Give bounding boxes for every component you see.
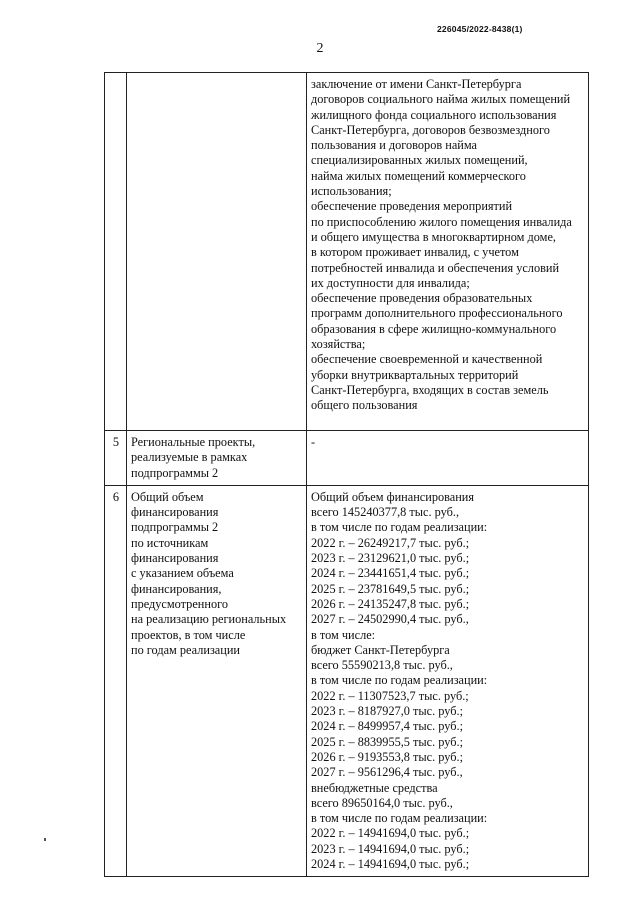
text-line: 2026 г. – 9193553,8 тыс. руб.;: [311, 749, 463, 764]
text-line: обеспечение проведения мероприятий: [311, 199, 513, 214]
text-line: 2024 г. – 8499957,4 тыс. руб.;: [311, 719, 463, 734]
row-number-cell: [105, 73, 127, 431]
text-line: реализуемые в рамках: [131, 450, 248, 465]
page-number: 2: [316, 41, 324, 56]
text-line: подпрограммы 2: [131, 465, 219, 480]
text-line: 2023 г. – 23129621,0 тыс. руб.;: [311, 551, 470, 566]
table-row: [105, 73, 589, 431]
text-line: по источникам: [131, 535, 209, 550]
text-line: пользования и договоров найма: [311, 138, 478, 153]
text-line: финансирования: [131, 505, 219, 520]
table-row: [105, 485, 589, 876]
text-line: всего 89650164,0 тыс. руб.,: [311, 795, 453, 810]
text-line: финансирования,: [131, 581, 222, 596]
text-line: 2025 г. – 23781649,5 тыс. руб.;: [311, 581, 470, 596]
text-line: с указанием объема: [131, 566, 234, 581]
text-line: Региональные проекты,: [131, 435, 256, 449]
text-line: всего 55590213,8 тыс. руб.,: [311, 658, 453, 673]
row-name-cell: [127, 431, 307, 486]
table-row: [105, 431, 589, 486]
text-line: 2025 г. – 8839955,5 тыс. руб.;: [311, 734, 463, 749]
text-line: 2023 г. – 14941694,0 тыс. руб.;: [311, 841, 470, 856]
text-line: предусмотренного: [131, 596, 228, 611]
text-line: заключение от имени Санкт-Петербурга: [311, 77, 522, 91]
text-line: по годам реализации: [131, 642, 241, 657]
text-line: -: [311, 435, 316, 449]
text-line: 2022 г. – 26249217,7 тыс. руб.;: [311, 535, 470, 550]
text-line: найма жилых помещений коммерческого: [311, 168, 526, 183]
text-line: хозяйства;: [311, 337, 366, 352]
text-line: в том числе по годам реализации:: [311, 673, 488, 688]
text-line: проектов, в том числе: [131, 627, 246, 642]
text-line: программ дополнительного профессионального: [311, 306, 563, 321]
text-line: обеспечение своевременной и качественной: [311, 352, 543, 367]
row-number-cell: 6: [105, 485, 127, 876]
text-line: специализированных жилых помещений,: [311, 153, 528, 168]
row-name-cell: [127, 73, 307, 431]
text-line: их доступности для инвалида;: [311, 275, 470, 290]
text-line: 2024 г. – 23441651,4 тыс. руб.;: [311, 566, 470, 581]
text-line: 2024 г. – 14941694,0 тыс. руб.;: [311, 857, 470, 872]
text-line: уборки внутриквартальных территорий: [311, 367, 519, 382]
document-id: 226045/2022-8438(1): [437, 24, 523, 34]
text-line: 2023 г. – 8187927,0 тыс. руб.;: [311, 704, 463, 719]
text-line: 2026 г. – 24135247,8 тыс. руб.;: [311, 596, 470, 611]
text-line: и общего имущества в многоквартирном доме,: [311, 229, 556, 244]
text-line: в котором проживает инвалид, с учетом: [311, 245, 519, 260]
text-line: Общий объем: [131, 489, 204, 504]
text-line: Санкт-Петербурга, входящих в состав земель: [311, 382, 549, 397]
text-line: внебюджетные средства: [311, 780, 438, 795]
text-line: Общий объем финансирования: [311, 489, 475, 504]
row-name-cell: [127, 485, 307, 876]
program-table: [104, 72, 589, 877]
text-line: подпрограммы 2: [131, 520, 219, 535]
text-line: 2022 г. – 11307523,7 тыс. руб.;: [311, 688, 469, 703]
text-line: в том числе:: [311, 627, 376, 642]
row-value-cell: [307, 73, 589, 431]
text-line: бюджет Санкт-Петербурга: [311, 642, 450, 657]
text-line: потребностей инвалида и обеспечения условий: [311, 260, 560, 275]
text-line: на реализацию региональных: [131, 612, 287, 627]
text-line: Санкт-Петербурга, договоров безвозмездного: [311, 122, 550, 137]
row-number-cell: 5: [105, 431, 127, 486]
text-line: 2022 г. – 14941694,0 тыс. руб.;: [311, 826, 470, 841]
row-value-cell: [307, 485, 589, 876]
text-line: договоров социального найма жилых помещений: [311, 92, 571, 107]
text-line: всего 145240377,8 тыс. руб.,: [311, 505, 460, 520]
text-line: жилищного фонда социального использования: [311, 107, 557, 122]
text-line: финансирования: [131, 551, 219, 566]
text-line: общего пользования: [311, 398, 418, 413]
text-line: использования;: [311, 184, 392, 199]
text-line: по приспособлению жилого помещения инвалида: [311, 214, 572, 229]
text-line: обеспечение проведения образовательных: [311, 291, 533, 306]
text-line: 2027 г. – 9561296,4 тыс. руб.,: [311, 765, 463, 780]
text-line: образования в сфере жилищно-коммунального: [311, 321, 557, 336]
text-line: в том числе по годам реализации:: [311, 520, 488, 535]
scan-artifact: [44, 838, 46, 841]
row-value-cell: [307, 431, 589, 486]
text-line: 2027 г. – 24502990,4 тыс. руб.,: [311, 612, 469, 627]
text-line: в том числе по годам реализации:: [311, 811, 488, 826]
